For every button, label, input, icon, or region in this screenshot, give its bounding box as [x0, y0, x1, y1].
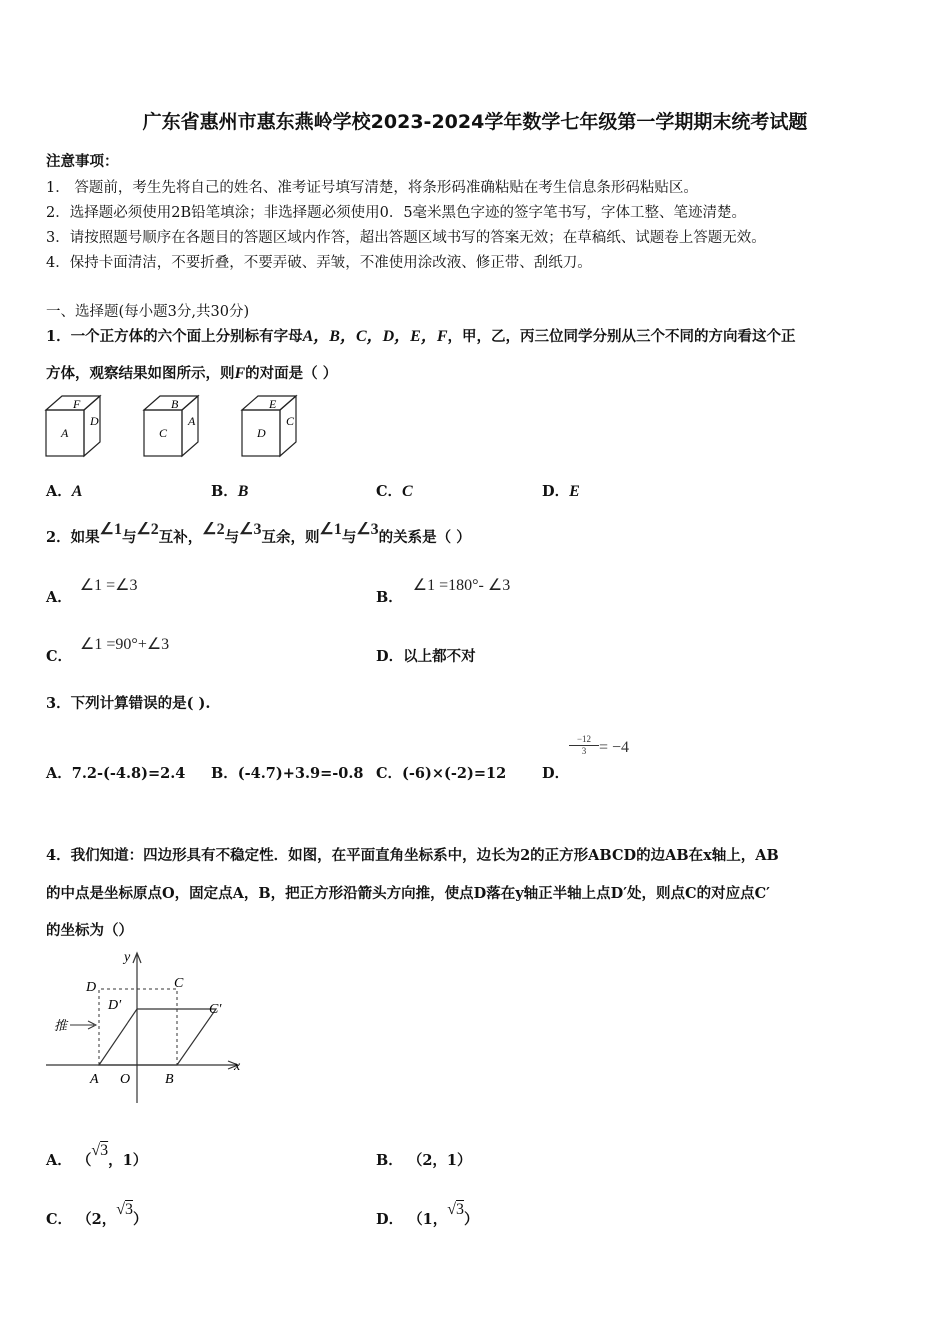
q2-text: 与 [341, 529, 357, 546]
option-label: B． [211, 483, 238, 500]
option-text: （1， [408, 1211, 448, 1228]
q2-option-c[interactable] [46, 636, 170, 667]
q2-angle: ∠3 [239, 521, 262, 538]
q4-option-d[interactable]: D． （1，√3） [376, 1201, 479, 1228]
cube-3-side: C [286, 414, 295, 428]
q3-option-a[interactable] [46, 764, 185, 784]
option-text: （ [76, 1152, 92, 1169]
q2-text: 互余，则 [261, 529, 320, 546]
q2-angle: ∠2 [136, 521, 159, 538]
origin-label: O [120, 1072, 131, 1087]
page-title: 广东省惠州市惠东燕岭学校2023-2024学年数学七年级第一学期期末统考试题 [142, 111, 808, 133]
option-value: B [237, 483, 249, 500]
option-label: D． [376, 648, 404, 665]
option-label: C． [46, 1211, 73, 1228]
q1-var: F [234, 365, 246, 382]
point-d-label: D [86, 980, 97, 995]
q2-angle: ∠1 [99, 521, 122, 538]
point-d-prime-label: D′ [108, 998, 122, 1013]
option-label: C． [376, 765, 403, 782]
option-expr: (-6)×(-2)=12 [402, 765, 507, 782]
option-value: A [71, 483, 83, 500]
point-c-label: C [174, 976, 184, 991]
q4-option-b[interactable] [376, 1151, 472, 1171]
option-label: B． [376, 589, 403, 606]
cube-1-front: A [61, 426, 69, 440]
pushed-parallelogram [99, 1009, 216, 1065]
option-expr: ∠1 =∠3 [79, 577, 138, 594]
question-3-stem: 3．下列计算错误的是( ). [46, 695, 211, 712]
fraction-numerator: −12 [569, 734, 599, 746]
question-1-line-1 [46, 327, 796, 347]
option-label: A． [46, 1152, 72, 1169]
q3-fraction-rhs: = −4 [599, 739, 630, 756]
q4-option-c[interactable]: C． （2，√3） [46, 1201, 148, 1228]
q1-text: 的对面是（ ） [245, 365, 338, 382]
q3-fraction [569, 734, 599, 757]
notice-item: 1． 答题前，考生先将自己的姓名、准考证号填写清楚，将条形码准确粘贴在考生信息条形码粘贴区。 [46, 180, 698, 196]
option-label: B． [211, 765, 238, 782]
q1-text: ，甲，乙，丙三位同学分别从三个不同的方向看这个正 [447, 328, 796, 345]
option-text: ） [464, 1211, 479, 1228]
question-4-line-1: 4．我们知道：四边形具有不稳定性．如图，在平面直角坐标系中，边长为2的正方形ABCD的边AB在x轴上，AB [46, 847, 779, 864]
cube-2-front: C [159, 426, 168, 440]
sqrt-radicand: 3 [124, 1201, 133, 1218]
q1-letters: A，B，C，D，E，F [302, 328, 448, 345]
q3-option-c[interactable] [376, 764, 506, 784]
q2-angle: ∠2 [202, 521, 225, 538]
x-axis-label: x [234, 1059, 241, 1074]
question-1-line-2 [46, 364, 337, 384]
q2-text: 与 [224, 529, 240, 546]
q2-option-b[interactable] [376, 577, 511, 608]
cube-2-side: A [188, 414, 196, 428]
q4-option-a[interactable]: A． （√3，1） [46, 1142, 148, 1169]
question-4-line-3: 的坐标为（） [46, 922, 133, 939]
fraction-denominator: 3 [581, 746, 587, 756]
option-text: ） [132, 1211, 148, 1228]
q1-cube-figures [40, 392, 320, 462]
option-expr: 以上都不对 [403, 648, 476, 665]
q2-option-a[interactable] [46, 577, 138, 608]
option-expr: ∠1 =90°+∠3 [80, 636, 170, 653]
option-label: A． [46, 483, 72, 500]
option-value: E [569, 483, 580, 500]
y-axis-label: y [124, 950, 131, 965]
notice-item: 3．请按照题号顺序在各题目的答题区域内作答，超出答题区域书写的答案无效；在草稿纸、试题卷上答题无效。 [46, 230, 766, 246]
option-text: （2， [77, 1211, 117, 1228]
point-c-prime-label: C′ [209, 1002, 222, 1017]
notice-heading: 注意事项： [46, 153, 119, 170]
cube-1-side: D [90, 414, 99, 428]
cube-1-top: F [73, 397, 81, 411]
push-label: 推 [54, 1018, 68, 1033]
option-label: A． [46, 765, 72, 782]
sqrt-radicand: 3 [456, 1201, 465, 1218]
q2-text: 与 [121, 529, 137, 546]
option-label: D． [542, 483, 570, 500]
option-label: A． [46, 589, 72, 606]
question-2-stem [46, 521, 471, 548]
point-a-label: A [90, 1072, 99, 1087]
q2-angle: ∠3 [356, 521, 379, 538]
q4-coordinate-figure [44, 945, 249, 1110]
option-text: ，1） [108, 1152, 148, 1169]
section-heading: 一、选择题(每小题3分,共30分) [46, 304, 250, 320]
q1-text: 1．一个正方体的六个面上分别标有字母 [46, 328, 303, 345]
q2-text: 互补， [158, 529, 203, 546]
option-label: D． [376, 1211, 404, 1228]
option-label: D． [542, 765, 570, 782]
sqrt-radicand: 3 [100, 1142, 109, 1159]
q1-option-b[interactable] [211, 482, 248, 502]
q1-option-c[interactable] [376, 482, 413, 502]
option-value: C [402, 483, 413, 500]
option-text: （2，1） [407, 1152, 472, 1169]
q2-text: 2．如果 [46, 529, 100, 546]
q1-option-a[interactable] [46, 482, 82, 502]
q1-text: 方体，观察结果如图所示，则 [46, 365, 235, 382]
option-label: C． [376, 483, 403, 500]
option-expr: (-4.7)+3.9=-0.8 [237, 765, 364, 782]
q1-option-d[interactable] [542, 482, 580, 502]
q3-option-b[interactable] [211, 764, 364, 784]
option-expr: 7.2-(-4.8)=2.4 [71, 765, 186, 782]
cube-3-front: D [257, 426, 266, 440]
option-expr: ∠1 =180°- ∠3 [412, 577, 511, 594]
q2-angle: ∠1 [319, 521, 342, 538]
notice-item: 4．保持卡面清洁，不要折叠，不要弄破、弄皱，不准使用涂改液、修正带、刮纸刀。 [46, 255, 592, 271]
cube-3-top: E [269, 397, 277, 411]
q2-text: 的关系是（ ） [378, 529, 471, 546]
q2-option-d[interactable] [376, 647, 476, 667]
point-b-label: B [165, 1072, 174, 1087]
question-4-line-2: 的中点是坐标原点O，固定点A，B，把正方形沿箭头方向推，使点D落在y轴正半轴上点D′处，则点C的对应点C′ [46, 885, 770, 902]
option-label: B． [376, 1152, 403, 1169]
notice-item: 2．选择题必须使用2B铅笔填涂；非选择题必须使用0．5毫米黑色字迹的签字笔书写，字体工整、笔迹清楚。 [46, 205, 747, 221]
cube-2-top: B [171, 397, 179, 411]
q3-option-d[interactable] [542, 764, 569, 784]
option-label: C． [46, 648, 73, 665]
